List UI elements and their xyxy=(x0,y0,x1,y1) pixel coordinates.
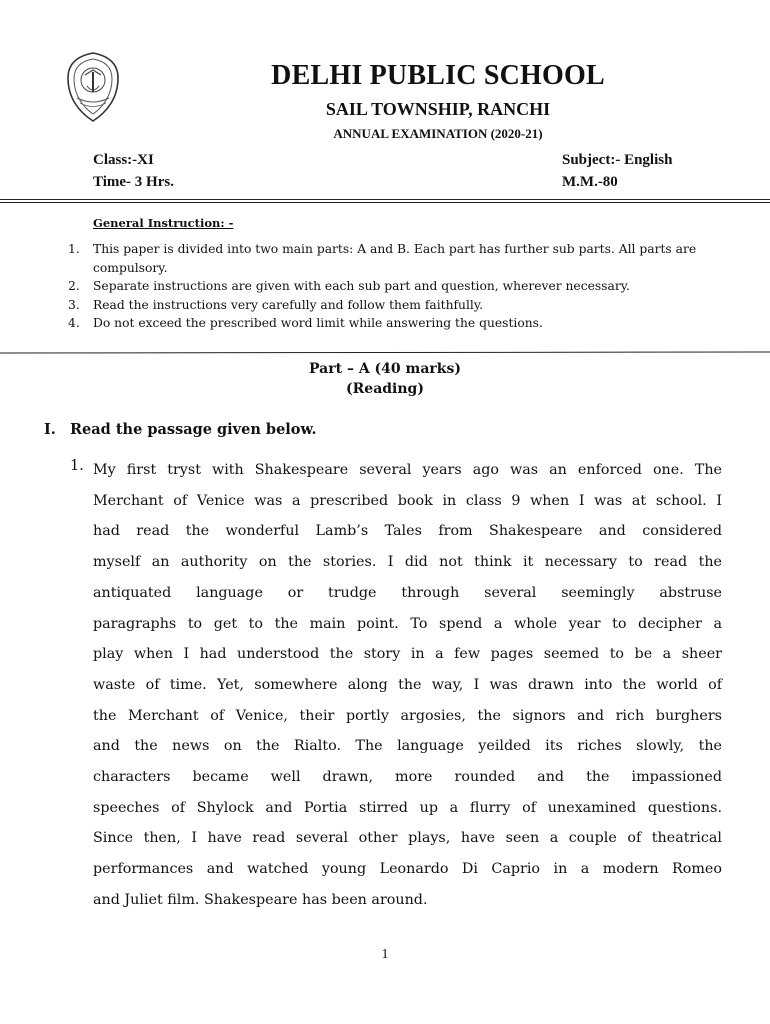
class-label: Class:-XI xyxy=(93,152,154,168)
passage-line: antiquated language or trudge through several seemingly abstruse xyxy=(93,584,722,601)
instruction-item xyxy=(68,296,708,315)
instruction-text: Separate instructions are given with each sub part and question, wherever necessary. xyxy=(93,279,630,293)
school-name: DELHI PUBLIC SCHOOL xyxy=(271,60,605,91)
page-number: 1 xyxy=(381,947,389,962)
instruction-text: Do not exceed the prescribed word limit while answering the questions. xyxy=(93,316,543,330)
instruction-item xyxy=(68,314,708,333)
part-a-title: Part – A (40 marks) xyxy=(309,361,461,377)
passage-line: Since then, I have read several other plays, have seen a couple of theatrical xyxy=(93,830,722,847)
instructions-heading: General Instruction: - xyxy=(93,216,234,230)
passage-line: waste of time. Yet, somewhere along the way, I was drawn into the world of xyxy=(93,676,722,693)
reading-passage xyxy=(93,455,722,916)
school-branch: SAIL TOWNSHIP, RANCHI xyxy=(325,99,551,119)
instruction-item xyxy=(68,277,708,296)
instructions-divider xyxy=(0,351,770,353)
passage-line: My first tryst with Shakespeare several years ago was an enforced one. The xyxy=(93,462,722,478)
instruction-number: 3. xyxy=(68,297,80,312)
header-divider xyxy=(0,199,770,200)
passage-number: 1. xyxy=(70,458,84,474)
subject-label: Subject:- English xyxy=(562,152,673,168)
passage-line: myself an authority on the stories. I did not think it necessary to read the xyxy=(93,554,722,571)
section-title: Read the passage given below. xyxy=(70,421,317,438)
passage-line: performances and watched young Leonardo Di Caprio in a modern Romeo xyxy=(93,861,722,878)
max-marks-label: M.M.-80 xyxy=(562,174,618,190)
passage-line: the Merchant of Venice, their portly argosies, the signors and rich burghers xyxy=(93,707,722,724)
instructions-list xyxy=(68,240,708,333)
passage-line: characters became well drawn, more rounded and the impassioned xyxy=(93,769,722,786)
exam-title: ANNUAL EXAMINATION (2020-21) xyxy=(333,126,543,141)
passage-line: paragraphs to get to the main point. To spend a whole year to decipher a xyxy=(93,615,722,632)
passage-line: and the news on the Rialto. The language yeilded its riches slowly, the xyxy=(93,738,722,755)
part-a-subtitle: (Reading) xyxy=(346,381,424,397)
instruction-number: 1. xyxy=(68,242,80,256)
time-label: Time- 3 Hrs. xyxy=(93,174,174,190)
passage-line: play when I had understood the story in a few pages seemed to be a sheer xyxy=(93,646,722,663)
section-number: I. xyxy=(44,421,56,438)
instruction-text: This paper is divided into two main parts: A and B. Each part has further sub parts. All parts are compulsory. xyxy=(93,242,697,275)
instruction-number: 4. xyxy=(68,316,80,330)
instruction-text: Read the instructions very carefully and follow them faithfully. xyxy=(93,297,484,312)
passage-line: Merchant of Venice was a prescribed book in class 9 when I was at school. I xyxy=(93,492,722,509)
instruction-item xyxy=(68,240,708,277)
passage-line: and Juliet film. Shakespeare has been around. xyxy=(93,891,428,908)
instruction-number: 2. xyxy=(68,279,80,293)
passage-line: speeches of Shylock and Portia stirred up a flurry of unexamined questions. xyxy=(93,799,722,816)
passage-line: had read the wonderful Lamb’s Tales from Shakespeare and considered xyxy=(93,523,722,540)
header-divider-secondary xyxy=(0,202,770,203)
